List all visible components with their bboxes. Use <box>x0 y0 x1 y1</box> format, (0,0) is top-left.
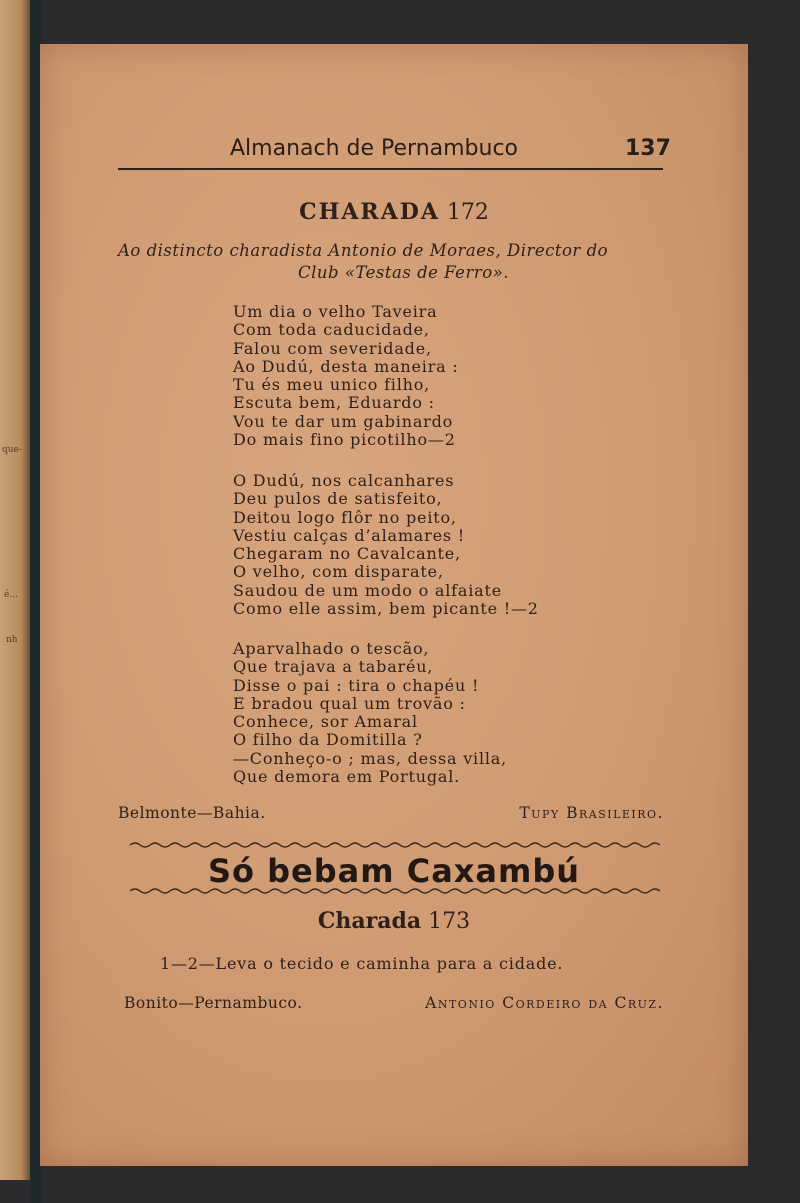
verse-line: Como elle assim, bem picante !—2 <box>233 599 539 619</box>
charada-173-text: 1—2—Leva o tecido e caminha para a cidade. <box>160 954 564 973</box>
verse-line: O velho, com disparate, <box>233 562 444 582</box>
running-header <box>40 136 748 176</box>
verse-line: E bradou qual um trovão : <box>233 693 466 713</box>
advertisement-caxambu: Só bebam Caxambú <box>207 852 581 890</box>
verse-line: Falou com severidade, <box>233 338 432 358</box>
verse-line: Vestiu calças d’alamares ! <box>233 525 465 545</box>
verse-line: Saudou de um modo o alfaiate <box>233 580 502 600</box>
ornamental-rule-bottom <box>130 886 660 896</box>
charada-172-place: Belmonte—Bahia. <box>118 804 266 822</box>
verse-line: Com toda caducidade, <box>233 320 430 340</box>
charada-number: 172 <box>446 200 489 225</box>
verse-line: O Dudú, nos calcanhares <box>233 471 455 490</box>
charada-173-author: Antonio Cordeiro da Cruz. <box>425 994 664 1012</box>
charada-label: Charada <box>317 908 422 934</box>
verse-line: Que trajava a tabaréu, <box>233 657 434 677</box>
verse-line: Vou te dar um gabinardo <box>233 411 454 431</box>
dedication-line: Ao distincto charadista Antonio de Moraes, Director do <box>118 241 609 260</box>
running-title: Almanach de Pernambuco <box>230 136 519 161</box>
charada-label: CHARADA <box>299 199 440 225</box>
verse-line: Conhece, sor Amaral <box>233 712 418 732</box>
charada-172-author: Tupy Brasileiro. <box>519 804 664 822</box>
charada-172-heading <box>40 199 748 225</box>
verse-line: Disse o pai : tira o chapéu ! <box>233 675 480 695</box>
verse-line: Deu pulos de satisfeito, <box>233 489 443 509</box>
verse-line: Chegaram no Cavalcante, <box>233 544 461 564</box>
dedication <box>118 240 718 284</box>
dedication-line: Club «Testas de Ferro». <box>298 263 509 282</box>
left-page-edge <box>0 0 32 1180</box>
book-page <box>40 44 748 1166</box>
verse-line: Que demora em Portugal. <box>233 767 461 787</box>
stanza-1 <box>233 303 459 449</box>
left-page-fragment: que- <box>2 445 22 455</box>
charada-173-heading <box>40 908 748 934</box>
header-rule <box>118 168 663 170</box>
verse-line: Deitou logo flôr no peito, <box>233 507 457 527</box>
page-number: 137 <box>625 136 671 161</box>
verse-line: Escuta bem, Eduardo : <box>233 393 435 413</box>
left-page-fragment: nh <box>6 635 18 645</box>
verse-line: —Conheço-o ; mas, dessa villa, <box>233 748 508 768</box>
left-page-fragment: é... <box>4 590 18 600</box>
verse-line: Um dia o velho Taveira <box>233 302 438 321</box>
verse-line: Do mais fino picotilho—2 <box>233 430 456 450</box>
stanza-2 <box>233 472 539 618</box>
charada-number: 173 <box>428 909 471 934</box>
verse-line: Ao Dudú, desta maneira : <box>233 356 459 376</box>
stanza-3 <box>233 640 507 786</box>
verse-line: Aparvalhado o tescão, <box>233 639 430 658</box>
verse-line: Tu és meu unico filho, <box>233 375 431 395</box>
verse-line: O filho da Domitilla ? <box>233 730 423 750</box>
ornamental-rule-top <box>130 840 660 850</box>
charada-173-place: Bonito—Pernambuco. <box>124 994 303 1012</box>
